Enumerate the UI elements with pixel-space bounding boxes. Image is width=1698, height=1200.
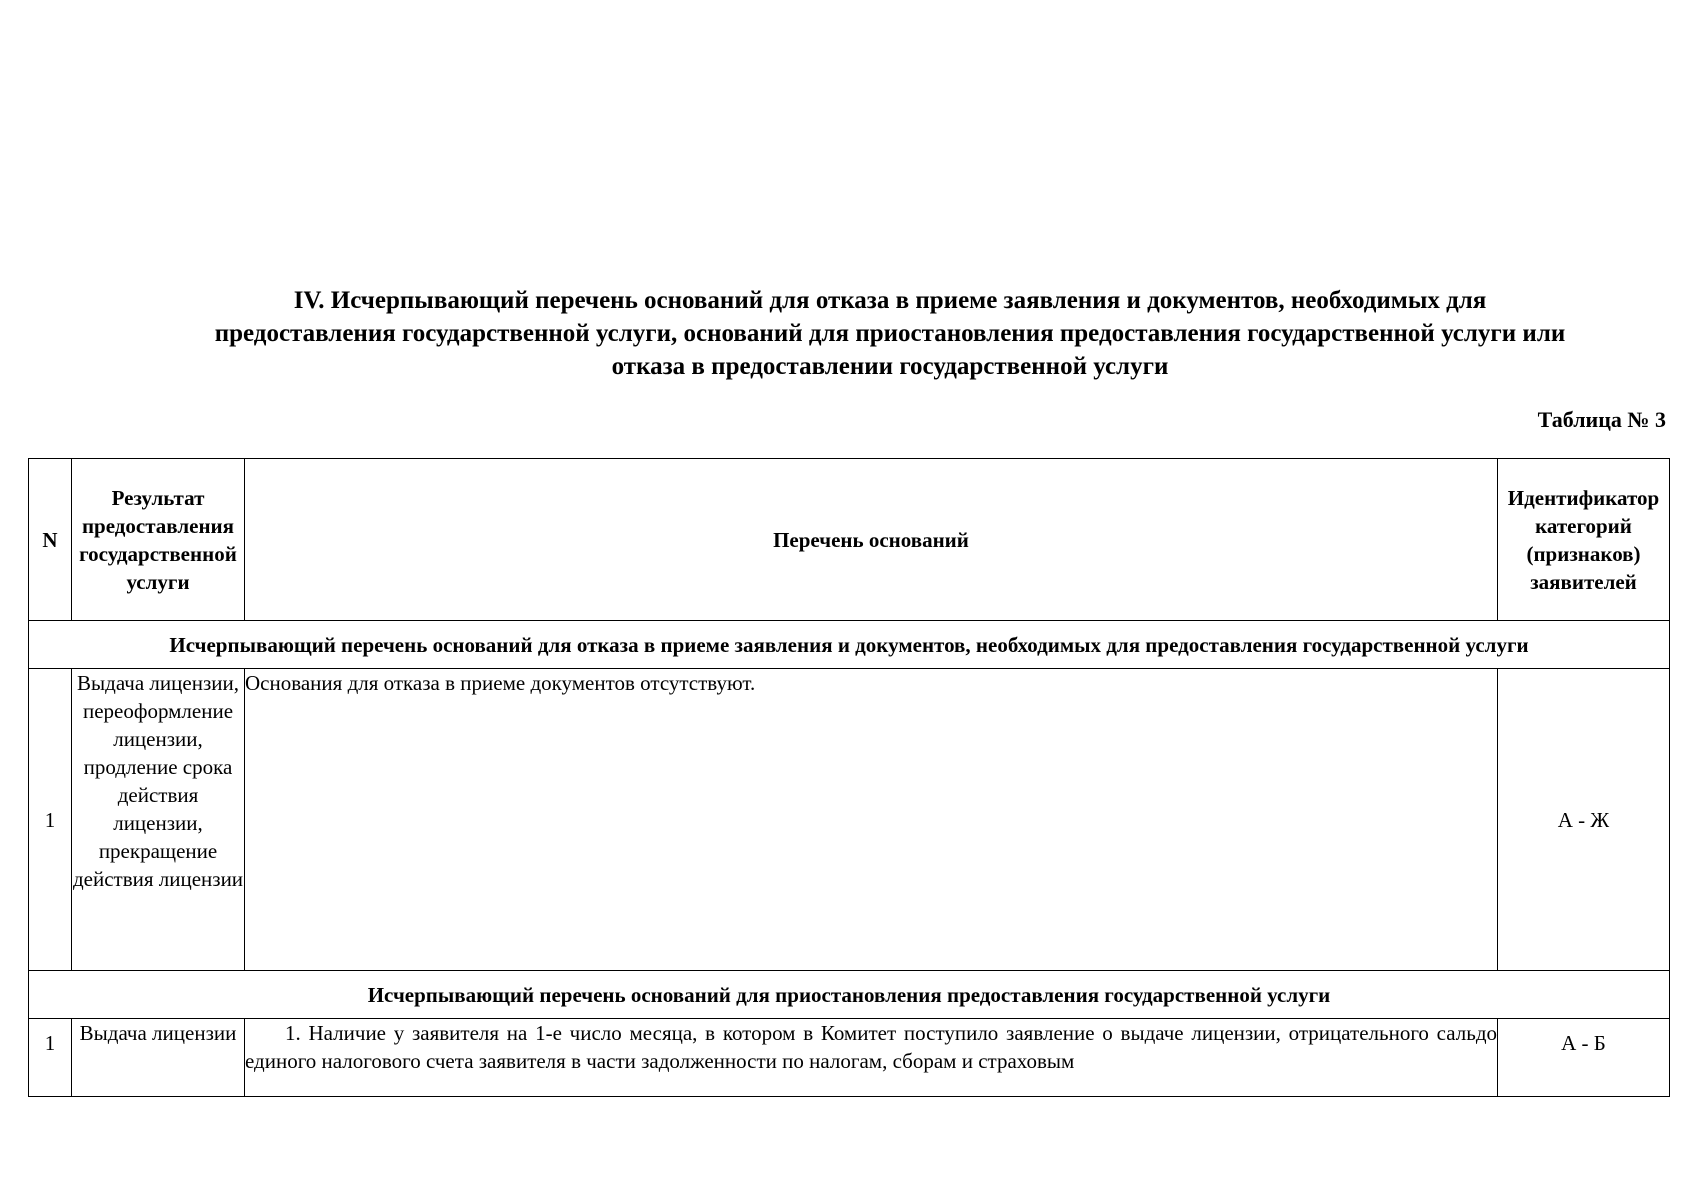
row-grounds-text: 1. Наличие у заявителя на 1-е число месяца, в котором в Комитет поступило заявление о выдаче лицензии, отрицательного сальдо единого налогового счета заявителя в части задолженности по налогам, сборам и страховым: [245, 1019, 1498, 1097]
row-identifier: А - Ж: [1498, 669, 1670, 971]
header-n: N: [29, 459, 72, 621]
section-title-refusal: Исчерпывающий перечень оснований для отказа в приеме заявления и документов, необходимых для предоставления государственной услуги: [29, 621, 1670, 669]
heading-line-2: предоставления государственной услуги, оснований для приостановления предоставления государственной услуги или: [214, 320, 1566, 347]
table-header-row: [29, 459, 1670, 621]
table-number: Таблица № 3: [1537, 407, 1666, 432]
row-result: Выдача лицензии: [72, 1019, 245, 1097]
header-identifier: Идентификатор категорий (признаков) заявителей: [1498, 459, 1670, 621]
header-list: Перечень оснований: [245, 459, 1498, 621]
table-row: [29, 669, 1670, 971]
section-row: [29, 621, 1670, 669]
row-number: 1: [29, 1019, 72, 1097]
row-number: 1: [29, 669, 72, 971]
heading-line-1: IV. Исчерпывающий перечень оснований для отказа в приеме заявления и документов, необходимых для: [293, 287, 1487, 314]
header-result: Результат предоставления государственной услуги: [72, 459, 245, 621]
heading-line-3: отказа в предоставлении государственной услуги: [611, 353, 1169, 380]
row-result: Выдача лицензии, переоформление лицензии, продление срока действия лицензии, прекращение действия лицензии: [72, 669, 245, 971]
grounds-table: [28, 458, 1670, 1097]
section-title-suspension: Исчерпывающий перечень оснований для приостановления предоставления государственной услуги: [29, 971, 1670, 1019]
section-heading: [110, 284, 1670, 383]
row-grounds-text: Основания для отказа в приеме документов отсутствуют.: [245, 669, 1498, 971]
table-row: [29, 1019, 1670, 1097]
section-row: [29, 971, 1670, 1019]
row-identifier: А - Б: [1498, 1019, 1670, 1097]
